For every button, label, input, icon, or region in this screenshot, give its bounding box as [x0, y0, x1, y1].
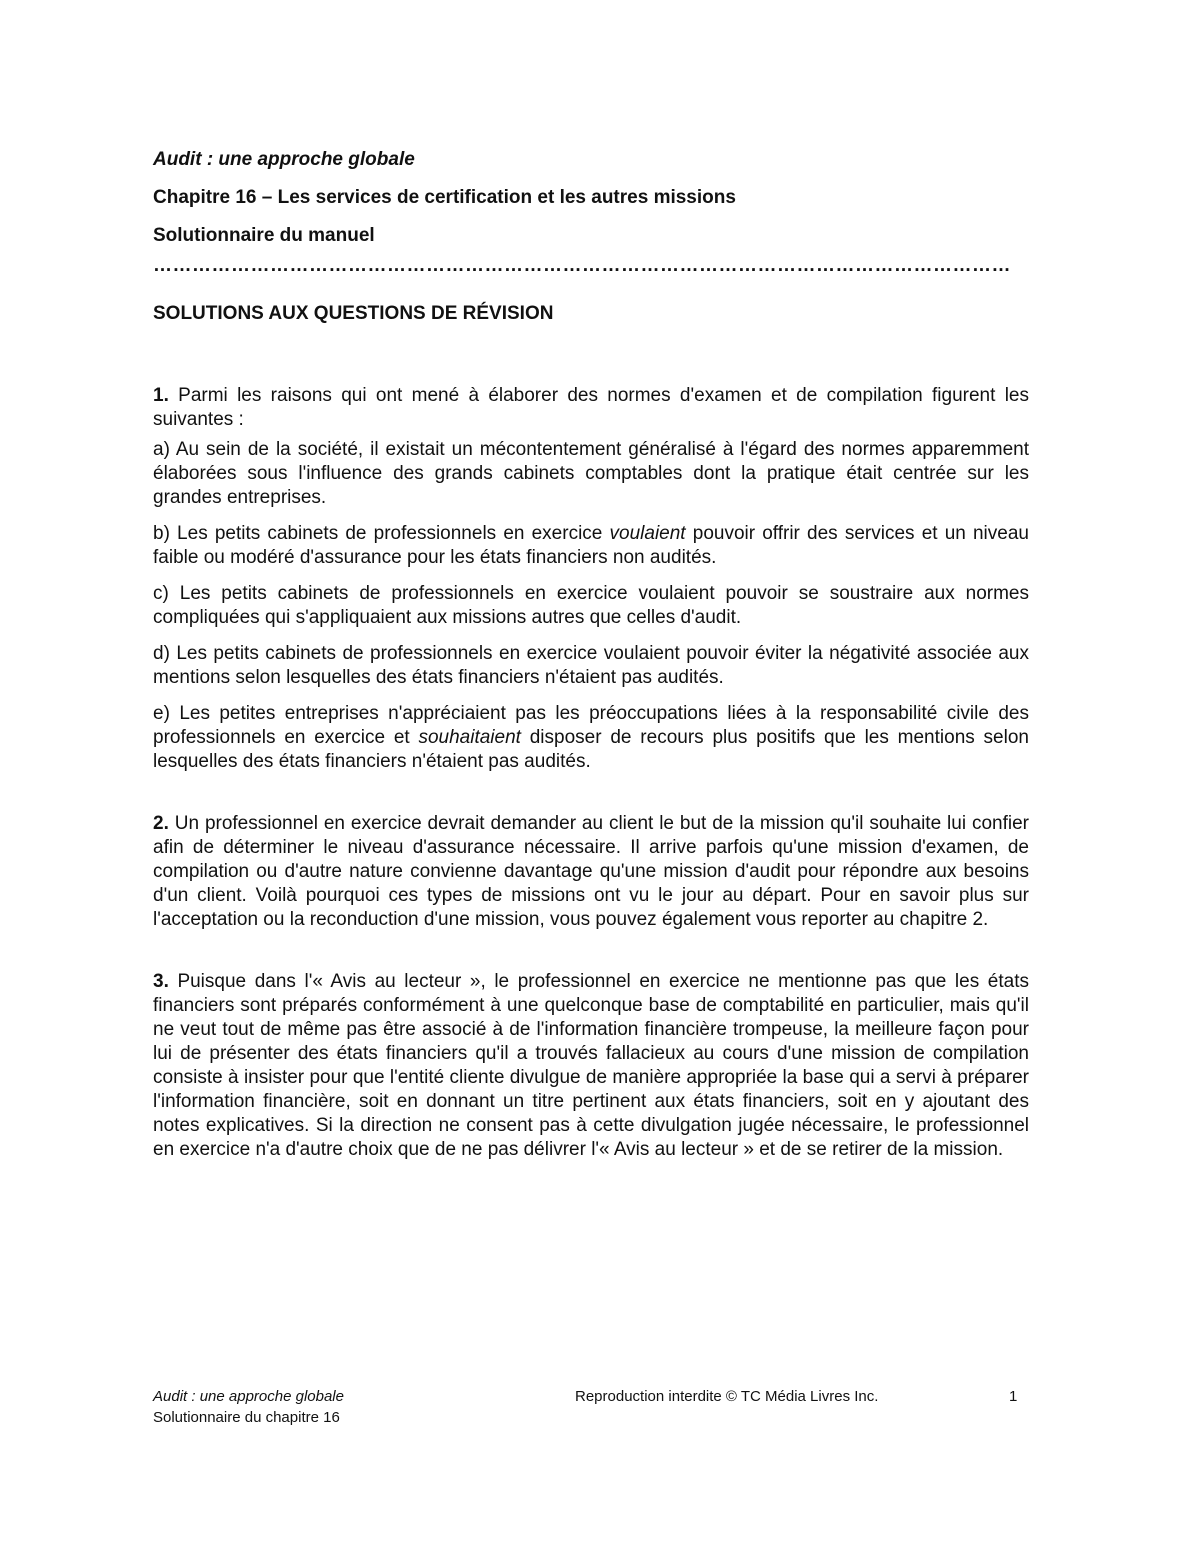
- footer-copyright: Reproduction interdite © TC Média Livres Inc.: [575, 1388, 879, 1405]
- item-b-emphasis: voulaient: [609, 523, 686, 544]
- footer-page-number: 1: [1009, 1388, 1018, 1405]
- document-subtitle: Solutionnaire du manuel: [153, 225, 375, 246]
- question-3: [153, 970, 1029, 1162]
- dotted-separator: ……………………………………………………………………………………………………………………: [153, 256, 1011, 276]
- item-b-text-end: pouvoir offrir des services et un niveau faible ou modéré d'assurance pour les états financiers non audités.: [153, 523, 1029, 568]
- question-2-number: 2.: [153, 813, 169, 834]
- question-1-item-e: [153, 702, 1029, 774]
- item-e-text-start: e) Les petites entreprises n'appréciaient pas les préoccupations liées à la responsabilité civile des professionnels en exercice et: [153, 703, 1029, 748]
- page-content: [153, 146, 1029, 1162]
- footer-book-title: Audit : une approche globale: [153, 1388, 344, 1405]
- question-3-text: Puisque dans l'« Avis au lecteur », le professionnel en exercice ne mentionne pas que les états financiers sont préparés conformément à une quelconque base de comptabilité en particulier, mais qu'il ne veut tout de même pas être associé à de l'information financière trompeuse, la meilleure façon pour lui de présenter des états financiers qu'il a trouvés fallacieux au cours d'une mission de compilation consiste à insister pour que l'entité cliente divulgue de manière appropriée la base qui a servi à préparer l'information financière, soit en donnant un titre pertinent aux états financiers, soit en y ajoutant des notes explicatives. Si la direction ne consent pas à cette divulgation jugée nécessaire, le professionnel en exercice n'a d'autre choix que de ne pas délivrer l'« Avis au lecteur » et de se retirer de la mission.: [153, 971, 1029, 1160]
- question-1-number: 1.: [153, 385, 169, 406]
- item-b-text-start: b) Les petits cabinets de professionnels en exercice: [153, 523, 610, 544]
- question-1-item-c: c) Les petits cabinets de professionnels en exercice voulaient pouvoir se soustraire aux normes compliquées qui s'appliquaient aux missions autres que celles d'audit.: [153, 583, 1029, 628]
- chapter-title: Chapitre 16 – Les services de certification et les autres missions: [153, 187, 736, 208]
- book-title: Audit : une approche globale: [153, 149, 415, 170]
- footer-left: [153, 1386, 344, 1428]
- footer-chapter-label: Solutionnaire du chapitre 16: [153, 1409, 340, 1426]
- question-1-intro: [153, 384, 1029, 432]
- question-1-intro-text: Parmi les raisons qui ont mené à élaborer des normes d'examen et de compilation figurent les suivantes :: [153, 385, 1029, 430]
- question-1-item-a: a) Au sein de la société, il existait un mécontentement généralisé à l'égard des normes apparemment élaborées sous l'influence des grands cabinets comptables dont la pratique était centrée sur les grandes entreprises.: [153, 439, 1029, 508]
- question-1-item-d: d) Les petits cabinets de professionnels en exercice voulaient pouvoir éviter la négativité associée aux mentions selon lesquelles des états financiers n'étaient pas audités.: [153, 643, 1029, 688]
- item-e-emphasis: souhaitaient: [418, 727, 521, 748]
- question-2-text: Un professionnel en exercice devrait demander au client le but de la mission qu'il souhaite lui confier afin de déterminer le niveau d'assurance nécessaire. Il arrive parfois qu'une mission d'examen, de compilation ou d'autre nature convienne davantage qu'une mission d'audit pour répondre aux besoins d'un client. Voilà pourquoi ces types de missions ont vu le jour au départ. Pour en savoir plus sur l'acceptation ou la reconduction d'une mission, vous pouvez également vous reporter au chapitre 2.: [153, 813, 1029, 930]
- item-e-text-end: disposer de recours plus positifs que les mentions selon lesquelles des états financiers n'étaient pas audités.: [153, 727, 1029, 772]
- question-1-item-b: [153, 522, 1029, 570]
- question-2: [153, 812, 1029, 932]
- question-3-number: 3.: [153, 971, 169, 992]
- section-heading: SOLUTIONS AUX QUESTIONS DE RÉVISION: [153, 303, 554, 324]
